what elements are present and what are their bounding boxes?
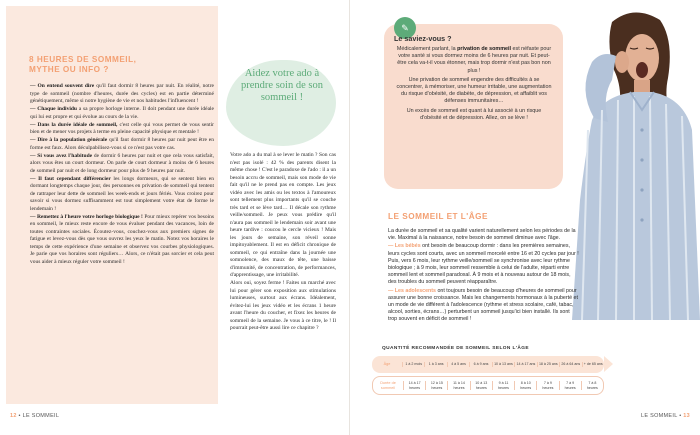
left-paragraph — [30, 122, 214, 137]
babies-lead: — Les bébés — [388, 243, 421, 250]
pull-quote — [226, 60, 336, 140]
age-row — [372, 356, 604, 373]
left-paragraph-text: a sa propre horloge interne. Il doit pendant une durée idéale qui lui est propre et qui évolue au cours de la vie. — [30, 106, 214, 120]
sleep-table-title: QUANTITÉ RECOMMANDÉE DE SOMMEIL SELON L'ÂGE — [382, 346, 529, 351]
age-cell: 1 à 2 mois — [402, 362, 424, 366]
left-paragraph — [30, 137, 214, 152]
left-paragraph-lead: — Il faut cependant différencier — [30, 175, 111, 182]
p1-after: est néfaste pour votre santé si vous dormez moins de 6 heures par nuit. Et peut-être cela va-t-il vous étonner, mais trop dormir n'est pas bon non plus ! — [397, 46, 552, 74]
teens-lead: — Les adolescents — [388, 287, 436, 294]
age-arrow — [604, 356, 613, 372]
age-cells — [402, 362, 604, 366]
left-paragraph-text: qu'il faut dormir 8 heures par nuit. En réalité, notre type de sommeil (nombre d'heures, durée des cycles) est en partie déterminé génétiquement, même si notre hygiène de vie et nos habitudes l'influencent ! — [30, 83, 214, 104]
right-heading: LE SOMMEIL ET L'ÂGE — [388, 212, 488, 221]
duration-cell: 14 à 17 heures — [403, 381, 425, 390]
duration-cell: 7 à 8 heures — [581, 381, 603, 390]
age-cell: 26 à 64 ans — [559, 362, 581, 366]
did-you-know-p1 — [396, 46, 552, 75]
pencil-icon: ✎ — [394, 17, 416, 39]
left-paragraph-text: c'est celle qui vous permet de vous sentir bien et de mener vos projets à terme en pleine capacité physique et mentale ! — [30, 121, 214, 135]
age-cell: + de 65 ans — [582, 362, 604, 366]
page-number: 12 — [10, 413, 17, 419]
left-paragraph-text: Pour mieux repérer vos besoins en sommeil, le mieux reste encore de vous évaluer pendant des vacances, loin de toutes contraintes sociales. Écoutez-vous, couchez-vous aux premiers signes de fatigue et levez-vous dès que vous ouvrez les yeux le matin. Notez vos horaires le temps de cette expérience d'une semaine et observez vos courbes physiologiques. Je parie que vos horaires sont réguliers… Alors, ce n'était pas sorcier et cela peut vous aider à mieux réguler votre sommeil ! — [30, 213, 214, 265]
right-body — [388, 228, 580, 324]
right-intro: La durée de sommeil et sa qualité varient naturellement selon les périodes de la vie. Maximal à la naissance, notre besoin de sommeil diminue avec l'âge. — [388, 228, 576, 242]
running-head: LE SOMMEIL • — [640, 413, 684, 419]
left-paragraph-text: de dormir 6 heures par nuit et que cela vous satisfait, alors vous êtes un court dormeur. On parle de court dormeur à moins de 6 heures de sommeil par nuit et de long dormeur pour plus de 9 heures par nuit. — [30, 152, 214, 174]
duration-cell: 7 à 9 heures — [536, 381, 558, 390]
age-cell: 10 à 13 ans — [492, 362, 514, 366]
age-row-label: Âge — [383, 362, 391, 367]
photo-illustration — [572, 0, 700, 320]
left-paragraph-lead: — Chaque individu — [30, 106, 77, 112]
left-paragraph-lead: — On entend souvent dire — [30, 83, 95, 89]
right-page — [350, 0, 700, 435]
left-paragraph — [30, 106, 214, 121]
left-paragraph-text: les longs dormeurs, qui se sentent bien en dormant longtemps chaque jour, des personnes en privation de sommeil qui tentent de rattraper leur dette de sommeil les week-ends et jours fériés. Vous croirez pour savoir si vous dormez suffisamment est tout simplement votre état de forme le lendemain ! — [30, 175, 214, 212]
left-body — [30, 83, 214, 267]
did-you-know-p2: Une privation de sommeil engendre des difficultés à se concentrer, à mémoriser, une humeur irritable, une augmentation du risque d'obésité, de diabète, de dépression, et affaiblit vos défenses immunitaires… — [396, 76, 552, 105]
p1-before: Médicalement parlant, la — [396, 46, 458, 52]
age-cell: 14 à 17 ans — [514, 362, 536, 366]
did-you-know-p3: Un excès de sommeil est quant à lui associé à un risque d'obésité et de dépression. Allez, on se lève ! — [406, 107, 542, 121]
yawning-woman-photo — [572, 0, 700, 320]
middle-paragraph: Alors oui, soyez ferme ! Faites un marché avec lui pour gérer son exposition aux stimulations lumineuses, surtout aux écrans. Idéalement, évitez-lui les jeux vidéo et les écrans 1 heure avant l'heure du coucher, et fixez les heures de sommeil de la semaine. Je vous à ce titre, le ! Il pourrait peut-être aussi lire ce chapitre ? — [230, 280, 336, 331]
left-heading-line2: MYTHE OU INFO ? — [29, 65, 109, 74]
duration-row — [372, 376, 604, 395]
teens-text: ont toujours besoin de beaucoup d'heures de sommeil pour assurer une bonne croissance. Mais les changements hormonaux à la puberté et un mode de vie différent à l'adolescence (rythme et stress scolaire, café, tabac, alcool, sorties, écrans…) perturbent un sommeil jusqu'ici bien installé. Ils sont trop souvent en déficit de sommeil ! — [388, 287, 578, 323]
page-number: 13 — [683, 413, 690, 419]
left-paragraph — [30, 83, 214, 106]
p1-bold: privation de sommeil — [457, 46, 511, 52]
duration-cell: 10 à 13 heures — [470, 381, 492, 390]
left-paragraph — [30, 153, 214, 176]
left-paragraph-lead: — Si vous avez l'habitude — [30, 152, 93, 159]
running-head: • LE SOMMEIL — [16, 413, 60, 419]
right-teens-paragraph — [388, 288, 580, 324]
age-cell: 6 à 9 ans — [469, 362, 491, 366]
middle-body — [230, 152, 336, 333]
left-paragraph-lead: — Dire à la population générale — [30, 137, 108, 143]
sleep-table — [372, 346, 692, 390]
left-paragraph — [30, 214, 214, 267]
did-you-know-box — [384, 24, 563, 189]
left-paragraph — [30, 176, 214, 214]
left-paragraph-lead: — Dans la durée idéale de sommeil, — [30, 121, 118, 128]
left-heading-line1: 8 HEURES DE SOMMEIL, — [29, 55, 137, 64]
pull-quote-text: Aidez votre ado à prendre soin de son sommeil ! — [241, 68, 323, 103]
duration-cell: 7 à 9 heures — [559, 381, 581, 390]
babies-text: ont besoin de beaucoup dormir : dans les premières semaines, leurs cycles sont courts, avec un sommeil morcelé entre 16 et 20 cycles par jour ! Puis, vers 6 mois, leur rythme veille/sommeil se synchronise avec leur rythme biologique ; à 9 mois, leur sommeil ressemble à celui de l'adulte, réparti entre sommeil lent et sommeil paradoxal. À 9 mois et à nouveau autour de 18 mois, des troubles du sommeil peuvent réapparaître. — [388, 243, 579, 286]
left-paragraph-lead: — Remettez à l'heure votre horloge biologique ! — [30, 213, 143, 220]
duration-cells — [403, 381, 603, 390]
age-cell: 18 à 25 ans — [537, 362, 559, 366]
right-babies-paragraph — [388, 243, 580, 286]
age-cell: 4 à 5 ans — [447, 362, 469, 366]
duration-cell: 12 à 15 heures — [425, 381, 447, 390]
footer-left — [10, 413, 59, 419]
middle-paragraph: Votre ado a du mal à se lever le matin ? Son cas n'est pas isolé : 42 % des parents disent la même chose ! C'est le paradoxe de l'ado : il a un besoin accru de sommeil, mais son mode de vie fait qu'il ne le prend pas en compte. Les jeux vidéo avec les amis ou les textos à l'amoureux sont tellement plus importants qu'il se couche très tard et se lève tard… Il décale son rythme veille/sommeil. Je peux vous prédire qu'il n'aura pas sommeil le lendemain soir avant une heure tardive : coucou le cercle vicieux ! Mais les jours de semaine, son réveil sonne impitoyablement. Il est en déficit chronique de sommeil, ce qui entraîne dans la journée une somnolence, des maux de tête, une baisse d'immunité, de concentration, de performances, d'apprentissage, une irritabilité. — [230, 152, 336, 278]
did-you-know-title: Le saviez-vous ? — [394, 34, 452, 43]
duration-cell: 11 à 14 heures — [447, 381, 469, 390]
duration-cell: 8 à 10 heures — [514, 381, 536, 390]
age-cell: 1 à 3 ans — [424, 362, 446, 366]
left-paragraph-text: qu'il faut dormir 8 heures par nuit peut être en forme est faux. Alors déculpabilisez-vous si ce n'est pas votre cas. — [30, 137, 214, 151]
duration-row-label: Durée de sommeil — [380, 381, 396, 390]
left-heading — [29, 55, 209, 75]
duration-cell: 9 à 11 heures — [492, 381, 514, 390]
footer-right — [641, 413, 690, 419]
did-you-know-body — [396, 46, 552, 124]
